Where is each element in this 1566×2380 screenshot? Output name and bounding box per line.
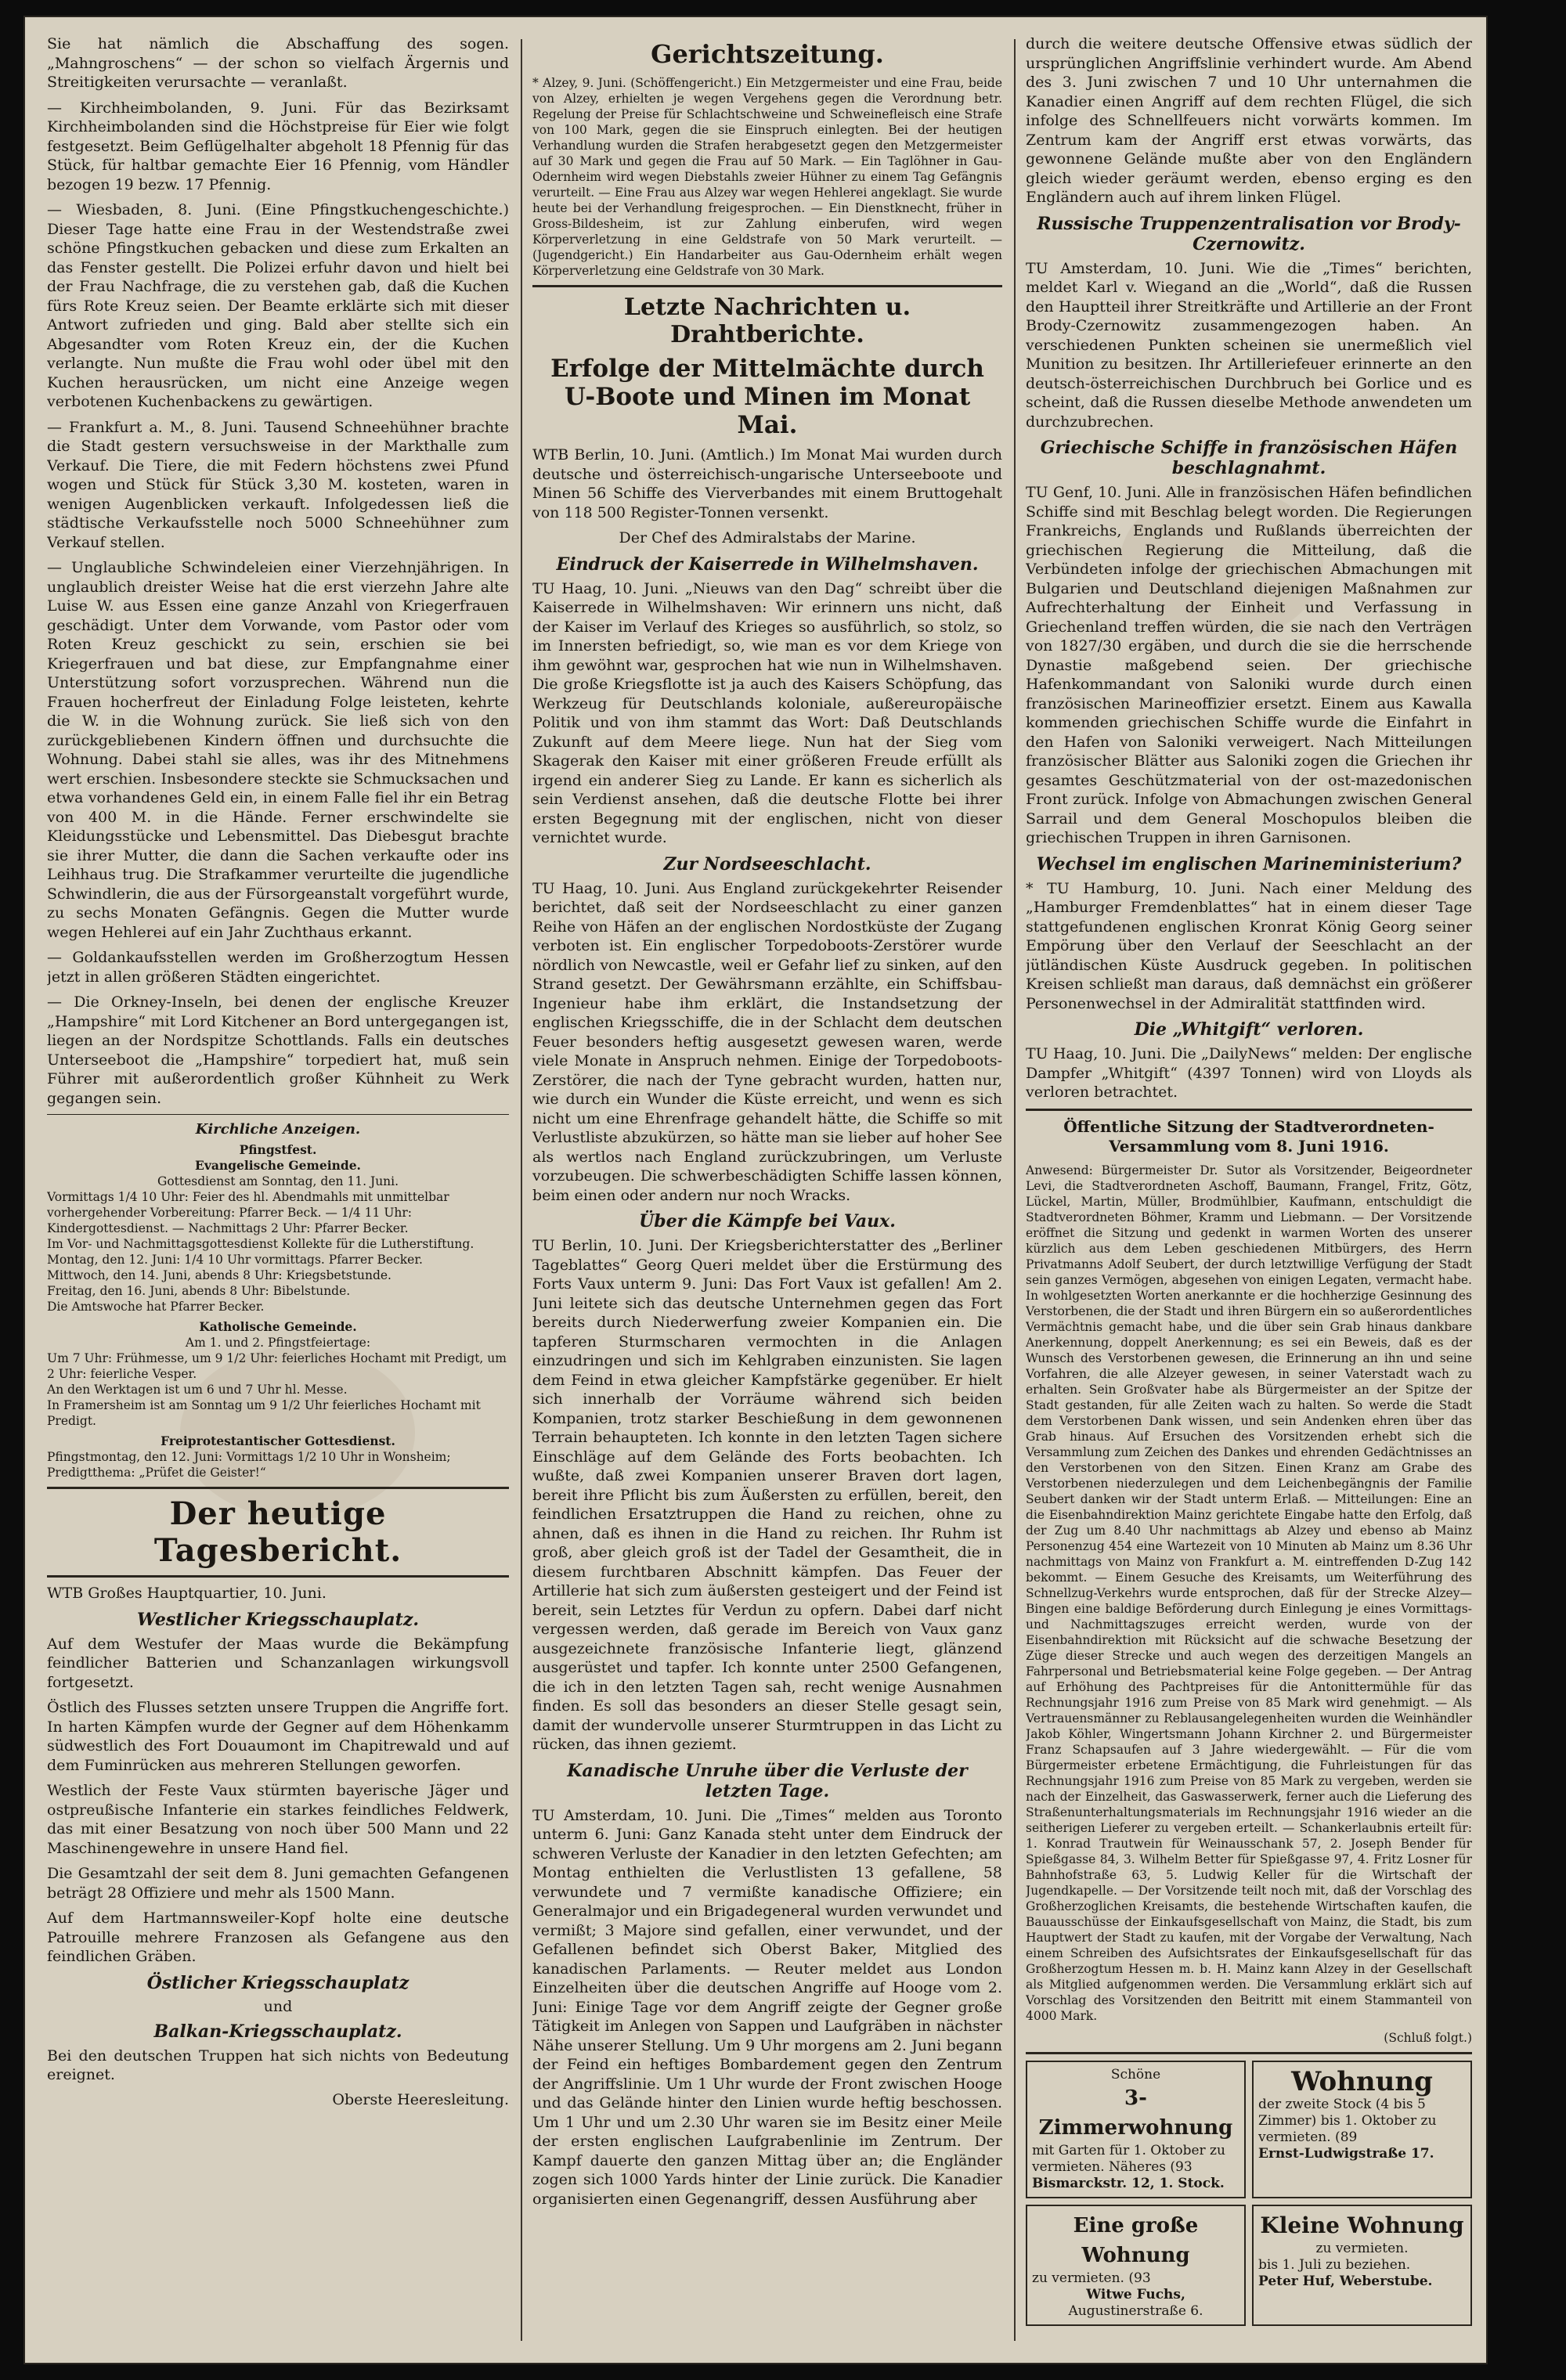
ad-3-zimmerwohnung bbox=[1026, 2061, 1246, 2198]
ad-wohnung bbox=[1252, 2061, 1472, 2198]
west-front-title: Westlicher Kriegsschauplatz. bbox=[137, 1609, 419, 1630]
column-rule bbox=[1014, 39, 1016, 2341]
ad-text: der zweite Stock (4 bis 5 Zimmer) bis 1. Oktober zu vermieten. (89 bbox=[1258, 2096, 1437, 2145]
article-paragraph: TU Haag, 10. Juni. Aus England zurückgekehrter Reisender berichtet, daß seit der Nordseeschlacht zu einer ganzen Reihe von Häfen an der englischen Nordostküste der Zugang verboten ist. Ein englischer Torpedoboots-Zerstörer wurde nördlich von Newcastle, weil er Gefahr lief zu sinken, auf den Strand gesetzt. Der Gewährsmann erzählte, ein Schiffsbau-Ingenieur habe ihm erklärt, die Instandsetzung der englischen Kriegsschiffe, die in der Schlacht dem deutschen Feuer besonders heftig ausgesetzt gewesen waren, werde viele Monate in Anspruch nehmen. Einige der Torpedoboots-Zerstörer, die nach der Tyne gebracht wurden, hatten nur, wie durch ein Wunder die Küste erreicht, und wenn es sich nicht um eine Ehrenfrage gehandelt hätte, die Schiffe so mit Verlustliste abzukürzen, so hätte man sie lieber auf hoher See als wertlos nach England zurückzubringen, um Verluste vorzubeugen. Die schwerbeschädigten Schiffe lassen können, beim einen oder andern nur noch Wracks. bbox=[532, 879, 1002, 1204]
evangelical-title: Evangelische Gemeinde. bbox=[195, 1158, 361, 1173]
signature: Oberste Heeresleitung. bbox=[332, 2090, 509, 2108]
conjunction: und bbox=[263, 1997, 293, 2015]
court-title: Gerichtszeitung. bbox=[651, 39, 884, 69]
article-paragraph: TU Haag, 10. Juni. „Nieuws van den Dag“ schreibt über die Kaiserrede in Wilhelmshaven: Wir erinnern uns nicht, daß der Kaiser im Verlauf des Krieges so ausführlich, so stolz, so im Innersten befriedigt, so, wie man es vor dem Kriege von ihm gewöhnt war, gesprochen hat wie nun in Wilhelmshaven. Die große Kriegsflotte ist ja auch des Kaisers Schöpfung, das Werkzeug für Deutschlands koloniale, außereuropäische Politik und von ihm stammt das Wort: Daß Deutschlands Zukunft auf dem Meere liege. Nun hat der Sieg vom Skagerak den Kaiser mit einer größeren Freude erfüllt als irgend ein anderer Sieg zu Lande. Er kann es sicherlich als sein Verdienst ansehen, daß die deutsche Flotte bei ihrer ersten Begegnung mit der englischen, nicht von dieser vernichtet wurde. bbox=[532, 579, 1002, 846]
ad-headline: Kleine Wohnung bbox=[1260, 2212, 1464, 2238]
report-paragraph: Westlich der Feste Vaux stürmten bayerische Jäger und ostpreußische Infanterie ein starkes feindliches Feldwerk, das mit einer Besatzung von noch über 500 Mann und 22 Maschinengewehre in unsere Hand fiel. bbox=[47, 1782, 509, 1857]
article-paragraph: WTB Berlin, 10. Juni. (Amtlich.) Im Monat Mai wurden durch deutsche und österreichisch-ungarische Unterseeboote und Minen 56 Schiffe des Vierverbandes mit einem Bruttogehalt von 118 500 Register-Tonnen versenkt. bbox=[532, 446, 1002, 521]
notice-line: Im Vor- und Nachmittagsgottesdienst Kollekte für die Lutherstiftung. bbox=[47, 1237, 474, 1251]
report-paragraph: Auf dem Westufer der Maas wurde die Bekämpfung feindlicher Batterien und Schanzanlagen wirkungsvoll fortgesetzt. bbox=[47, 1635, 509, 1691]
headline: Erfolge der Mittelmächte durch U-Boote und Minen im Monat Mai. bbox=[550, 355, 984, 439]
divider bbox=[532, 285, 1002, 287]
divider bbox=[1026, 1109, 1472, 1111]
ad-name: Peter Huf, Weberstube. bbox=[1258, 2273, 1433, 2289]
section-title: Russische Truppenzentralisation vor Brody-Czernowitz. bbox=[1037, 213, 1461, 254]
latest-news-title: Letzte Nachrichten u. Drahtberichte. bbox=[623, 294, 911, 348]
ad-headline: Wohnung bbox=[1291, 2065, 1433, 2097]
article-paragraph: TU Haag, 10. Juni. Die „DailyNews“ melden: Der englische Dampfer „Whitgift“ (4397 Tonnen) wird von Lloyds als verloren betrachtet. bbox=[1026, 1045, 1472, 1101]
council-text: Anwesend: Bürgermeister Dr. Sutor als Vorsitzender, Beigeordneter Levi, die Stadtverordneten Aschoff, Baumann, Frangel, Fritz, Götz, Lückel, Martin, Müller, Brodmühlbier, Kaufmann, entschuldigt die Stadtverordneten Böhmer, Kramm und Liebmann. — Der Vorsitzende eröffnet die Sitzung und gedenkt in warmen Worten des unserer kürzlich aus dem Leben geschiedenen Mitbürgers, des Herrn Privatmanns Adolf Seubert, der durch letztwillige Verfügung der Stadt sein ganzes Vermögen, abgesehen von einigen Legaten, vermacht habe. In wohlgesetzten Worten anerkannte er die hochherzige Gesinnung des Verstorbenen, die der Stadt und ihren Bürgern ein so außerordentliches Vermächtnis gemacht habe, und die über sein Grab hinaus dankbare Anerkennung, doppelt Anerkennung; es sei ein Beweis, daß es der Wunsch des Verstorbenen gewesen, die Erinnerung an ihn und seine Vorfahren, die alle Alzeyer gewesen, in seiner Vaterstadt wach zu erhalten. Sein Großvater habe als Bürgermeister an der Spitze der Stadt gestanden, für alle Zeiten wach zu halten. So werde die Stadt dem Verstorbenen Dank wissen, und sein Andenken ehren über das Grab hinaus. Auf Ersuchen des Vorsitzenden erhebt sich die Versammlung zum Zeichen des Dankes und ehrenden Gedächtnisses an den Verstorbenen von den Sitzen. Einen Kranz am Grabe des Verstorbenen niederzulegen und dem Leichenbegängnis der Familie Seubert danken wir der Stadt unterm Erlaß. — Mitteilungen: Eine an die Eisenbahndirektion Mainz gerichtete Eingabe hatte den Erfolg, daß der Zug um 8.40 Uhr nachmittags ab Alzey und ebenso ab Mainz Personenzug 454 eine Wartezeit von 10 Minuten ab Mainz um 8.36 Uhr nachmittags von Mainz von Frankfurt a. M. eintreffenden D-Zug 142 bekommt. — Einem Gesuche des Kreisamts, um Weiterführung des Schnellzug-Verkehrs wurde entsprochen, daß für der Strecke Alzey—Bingen eine baldige Beförderung durch Einlegung je eines Vormittags- und Nachmittagszuges erreicht werden, wurde von der Eisenbahndirektion mit Rücksicht auf die schwache Besetzung der Züge dieser Strecke und auch wegen des derzeitigen Mangels an Fahrpersonal und Betriebsmaterial keine Folge gegeben. — Der Antrag auf Erhöhung des Pachtpreises für die Antonittermühle für das Rechnungsjahr 1916 zum Preise von 85 Mark wird genehmigt. — Als Vertrauensmänner zu Reblausangelegenheiten wurden die Weinhändler Jakob Köhler, Wingertsmann Johann Kirchner 2. und Bürgermeister Franz Schapsaufen auf 3 Jahre wiedergewählt. — Für die vom Bürgermeister erbetene Ermächtigung, die Fuhrleistungen für das Rechnungsjahr 1916 zum Preise von 85 Mark zu vergeben, werden sie nach der Einzelheit, das Gaswasserwerk, ferner auch die Lieferung des Straßenunterhaltungsmaterials im Rechnungsjahr 1916 wieder an die seitherigen Lieferer zu vergeben erteilt. — Schankerlaubnis erteilt für: 1. Konrad Trautwein für Weinausschank 57, 2. Joseph Bender für Spießgasse 84, 3. Wilhelm Better für Spießgasse 97, 4. Fritz Losner für Bahnhofstraße 63, 5. Ludwig Keller für die Wirtschaft der Jugendkapelle. — Der Vorsitzende teilt noch mit, daß der Vorschlag des Großherzoglichen Kreisamts, die bestehende Wirtschaften kaufen, die Bauausschüsse der Einkaufsgesellschaft von Mainz, die Stadt, bis zum Hauptwert der Stadt zu kaufen, mit der Vorgabe der Verwaltung, Nach einem Schreiben des Aufsichtsrates der Einkaufsgesellschaft für das Großherzogtum Hessen m. b. H. Mainz kann Alzey in der Gesellschaft als Mitglied aufgenommen werden. Die Versammlung erklärt sich auf Vorschlag des Vorsitzenden den Beitritt mit einem Stammanteil von 4000 Mark. bbox=[1026, 1163, 1472, 2023]
section-title: Die „Whitgift“ verloren. bbox=[1134, 1019, 1364, 1040]
ad-text: mit Garten für 1. Oktober zu vermieten. Näheres (93 bbox=[1032, 2142, 1225, 2175]
section-title: Wechsel im englischen Marineministerium? bbox=[1036, 853, 1462, 874]
ad-address: Ernst-Ludwigstraße 17. bbox=[1258, 2145, 1434, 2162]
church-subtitle: Pfingstfest. bbox=[239, 1142, 317, 1157]
article-paragraph: — Unglaubliche Schwindeleien einer Vierzehnjährigen. In unglaublich dreister Weise hat die erst vierzehn Jahre alte Luise W. aus Essen eine ganze Anzahl von Kriegerfrauen geschädigt. Unter dem Vorwande, vom Pastor oder vom Roten Kreuz geschickt zu sein, erschien sie bei Kriegerfrauen und bat diese, zur Empfangnahme einer Unterstützung sofort vorzusprechen. Während nun die Frauen hocherfreut der Einladung Folge leisteten, kehrte die W. in die Wohnung zurück. Sie ließ sich von den zurückgebliebenen Kindern öffnen und durchsuchte die Wohnung. Dabei stahl sie alles, was ihr des Mitnehmens wert erschien. Insbesondere steckte sie Schmucksachen und etwa vorhandenes Geld ein, in einem Falle fiel ihr ein Betrag von 400 M. in die Hände. Ferner erschwindelte sie Kleidungsstücke und Lebensmittel. Das Diebesgut brachte sie ihrer Mutter, die dann die Sachen verkaufte oder ins Leihhaus trug. Die Strafkammer verurteilte die jugendliche Schwindlerin, die aus der Fürsorgeanstalt vorgeführt wurde, zu sechs Monaten Gefängnis. Gegen die Mutter wurde wegen Hehlerei auf ein Jahr Zuchthaus erkannt. bbox=[47, 559, 509, 941]
report-paragraph: Östlich des Flusses setzten unsere Truppen die Angriffe fort. In harten Kämpfen wurde der Gegner auf dem Höhenkamm südwestlich des Fort Douaumont im Chapitrewald und auf dem Fuminrücken aus mehreren Stellungen geworfen. bbox=[47, 1699, 509, 1774]
report-paragraph: Die Gesamtzahl der seit dem 8. Juni gemachten Gefangenen beträgt 28 Offiziere und mehr als 1500 Mann. bbox=[47, 1865, 509, 1902]
notice-line: Vormittags 1/4 10 Uhr: Feier des hl. Abendmahls mit unmittelbar vorhergehender Vorbereitung: Pfarrer Beck. — 1/4 11 Uhr: Kindergottesdienst. — Nachmittags 2 Uhr: Pfarrer Becker. bbox=[47, 1190, 449, 1235]
notice-line: Um 7 Uhr: Frühmesse, um 9 1/2 Uhr: feierliches Hochamt mit Predigt, um 2 Uhr: feierliche Vesper. bbox=[47, 1351, 507, 1381]
report-paragraph: Bei den deutschen Truppen hat sich nichts von Bedeutung ereignet. bbox=[47, 2046, 509, 2083]
divider bbox=[47, 1114, 509, 1115]
article-paragraph: — Frankfurt a. M., 8. Juni. Tausend Schneehühner brachte die Stadt gestern versuchsweise in der Markthalle zum Verkauf. Die Tiere, die mit Federn höchstens zwei Pfund wogen und Stück für Stück 3,30 M. kosteten, waren in wenigen Augenblicken verkauft. Infolgedessen ließ die städtische Verkaufsstelle noch 5000 Schneehühner zum Verkauf stellen. bbox=[47, 418, 509, 551]
notice-line: In Framersheim ist am Sonntag um 9 1/2 Uhr feierliches Hochamt mit Predigt. bbox=[47, 1398, 481, 1428]
column-3 bbox=[1026, 34, 1472, 2326]
article-signature: Der Chef des Admiralstabs der Marine. bbox=[619, 529, 916, 546]
ad-grosse-wohnung bbox=[1026, 2205, 1246, 2326]
article-paragraph: — Die Orkney-Inseln, bei denen der englische Kreuzer „Hampshire“ mit Lord Kitchener an Bord untergegangen ist, liegen an der Nordspitze Schottlands. Falls ein deutsches Unterseeboot die „Hampshire“ torpediert hat, muß sein Führer mit außerordentlich großer Kühnheit zu Werk gegangen sein. bbox=[47, 993, 509, 1107]
classified-ads bbox=[1026, 2061, 1472, 2198]
ad-kicker: Schöne bbox=[1110, 2066, 1161, 2082]
article-paragraph: TU Amsterdam, 10. Juni. Wie die „Times“ berichten, meldet Karl v. Wiegand an die „World“, daß die Russen den Hauptteil ihrer Streitkräfte und Artillerie an der Front Brody-Czernowitz zusammengezogen haben. An verschiedenen Punkten scheinen sie unermeßlich viel Munition zu besitzen. Ihr Artilleriefeuer erinnerte an den deutsch-österreichischen Durchbruch bei Gorlice und es scheint, daß die Russen dieselbe Methode anwendeten um durchzubrechen. bbox=[1026, 259, 1472, 431]
court-text: * Alzey, 9. Juni. (Schöffengericht.) Ein Metzgermeister und eine Frau, beide von Alzey, erhielten je wegen Vergehens gegen die Verordnung betr. Regelung der Preise für Schlachtschweine und Schweinefleisch eine Strafe von 100 Mark, gegen die sie Einspruch einlegten. Bei der heutigen Verhandlung wurden die Strafen herabgesetzt gegen den Metzgermeister auf 30 Mark und gegen die Frau auf 50 Mark. — Ein Taglöhner in Gau-Odernheim wird wegen Diebstahls zweier Hühner zu einem Tag Gefängnis verurteilt. — Eine Frau aus Alzey war wegen Hehlerei angeklagt. Sie wurde heute bei der Verhandlung freigesprochen. — Ein Dienstknecht, früher in Gross-Bildesheim, ist zur Zahlung einberufen, wird wegen Körperverletzung in eine Geldstrafe von 50 Mark verurteilt. — (Jugendgericht.) Ein Handarbeiter aus Gau-Odernheim erhält wegen Körperverletzung eine Geldstrafe von 30 Mark. bbox=[532, 76, 1002, 278]
section-title: Über die Kämpfe bei Vaux. bbox=[639, 1211, 896, 1231]
section-title: Zur Nordseeschlacht. bbox=[663, 853, 871, 874]
dateline: WTB Großes Hauptquartier, 10. Juni. bbox=[47, 1585, 327, 1602]
tagesbericht-title: Der heutige Tagesbericht. bbox=[153, 1495, 402, 1569]
article-paragraph: TU Berlin, 10. Juni. Der Kriegsberichterstatter des „Berliner Tageblattes“ Georg Queri meldet über die Erstürmung des Forts Vaux unterm 9. Juni: Das Fort Vaux ist gefallen! Am 2. Juni leitete sich das deutsche Unternehmen gegen das Fort bereits durch Niederwerfung zweier Kompanien ein. Die tapferen Sturmscharen vermochten in die Anlagen einzudringen und sich im Kehlgraben einzunisten. Sie lagen dem Feind in etwa gleicher Kampfstärke gegenüber. Er hielt sich innerhalb der Vorräume während sich beiden Kompanien, trotz starker Beschießung in dem gewonnenen Terrain behaupteten. Ich konnte in den letzten Tagen sichere Einschläge auf dem Gelände des Forts beobachten. Ich wußte, daß zwei Kompanien unserer Braven dort lagen, bereit ihre Pflicht bis zum Äußersten zu erfüllen, bereit, den feindlichen Ersatztruppen die Hand zu reichen, ohne zu ahnen, daß es ihnen in die Hand zu reichen. Ihr Ruhm ist groß, aber gleich groß ist der Tadel der Gesamtheit, die in diesem furchtbaren Abschnitt kämpfen. Das Feuer der Artillerie hat sich zum äußersten gesteigert und der Feind ist bereit, sein Letztes für Verdun zu opfern. Dabei darf nicht vergessen werden, daß gerade im Bereich von Vaux ganz ausgezeichnete französische Infanterie liegt, glänzend ausgerüstet und tapfer. Ich konnte unter 2500 Gefangenen, die ich in den letzten Tagen sah, recht wenige Ausnahmen finden. Es soll das besonders an dieser Stelle gesagt sein, damit der wundervolle unserer Sturmtruppen in das Licht zu rücken, das ihnen geziemt. bbox=[532, 1237, 1002, 1753]
column-2 bbox=[532, 34, 1002, 2215]
ad-headline: Eine große Wohnung bbox=[1073, 2213, 1199, 2267]
section-title: Eindruck der Kaiserrede in Wilhelmshaven. bbox=[556, 554, 979, 575]
report-paragraph: Auf dem Hartmannsweiler-Kopf holte eine deutsche Patrouille mehrere Franzosen als Gefangene aus den feindlichen Gräben. bbox=[47, 1909, 509, 1965]
ad-address: Bismarckstr. 12, 1. Stock. bbox=[1032, 2175, 1225, 2191]
column-rule bbox=[521, 39, 522, 2341]
church-notices bbox=[47, 1121, 509, 1480]
east-front-title: Östlicher Kriegsschauplatz bbox=[146, 1972, 410, 1993]
ad-kleine-wohnung bbox=[1252, 2205, 1472, 2326]
article-paragraph: Sie hat nämlich die Abschaffung des sogen. „Mahngroschens“ — der schon so vielfach Ärgernis und Streitigkeiten verursachte — veranlaßt. bbox=[47, 35, 509, 91]
divider bbox=[47, 1487, 509, 1489]
section-title: Griechische Schiffe in französischen Häfen beschlagnahmt. bbox=[1040, 438, 1458, 478]
ad-date: bis 1. Juli zu beziehen. bbox=[1258, 2256, 1411, 2273]
council-title: Öffentliche Sitzung der Stadtverordneten-Versammlung vom 8. Juni 1916. bbox=[1063, 1116, 1434, 1156]
section-title: Kanadische Unruhe über die Verluste der letzten Tage. bbox=[567, 1760, 968, 1801]
notice-line: Montag, den 12. Juni: 1/4 10 Uhr vormittags. Pfarrer Becker. bbox=[47, 1253, 423, 1267]
ad-text: zu vermieten. bbox=[1315, 2240, 1409, 2256]
article-paragraph: TU Genf, 10. Juni. Alle in französischen Häfen befindlichen Schiffe sind mit Beschlag belegt worden. Die Regierungen Frankreichs, Englands und Rußlands überreichten der griechischen Regierung die Mitteilung, daß die Verbündeten infolge der griechischen Abmachungen mit Bulgarien und Deutschland diejenigen Maßnahmen zur Aufrechterhaltung der Einheit und Verfassung in Griechenland treffen würden, die sie nach den Verträgen von 1827/30 ergäben, und durch die sie die herrschende Dynastie maßgebend seien. Der griechische Hafenkommandant von Saloniki wurde durch einen französischen Marineoffizier ersetzt. Einem aus Kawalla kommenden griechischen Schiffe wurde die Einfahrt in den Hafen von Saloniki verweigert. Nach Mitteilungen französischer Blätter aus Saloniki zogen die Griechen ihr gesamtes Geschützmaterial von der ost-mazedonischen Front zurück. Infolge von Abmachungen zwischen General Sarrail und dem General Moschopulos bleiben die griechischen Truppen in ihren Garnisonen. bbox=[1026, 484, 1472, 846]
ad-headline: 3-Zimmerwohnung bbox=[1038, 2086, 1233, 2140]
free-protestant-title: Freiprotestantischer Gottesdienst. bbox=[161, 1433, 395, 1448]
classified-ads bbox=[1026, 2205, 1472, 2326]
newspaper-page bbox=[23, 16, 1488, 2364]
balkan-front-title: Balkan-Kriegsschauplatz. bbox=[153, 2021, 402, 2042]
ad-address: Augustinerstraße 6. bbox=[1068, 2302, 1203, 2319]
notice-line: Freitag, den 16. Juni, abends 8 Uhr: Bibelstunde. bbox=[47, 1284, 351, 1298]
notice-line: Am 1. und 2. Pfingstfeiertage: bbox=[185, 1336, 371, 1350]
ad-name: Witwe Fuchs, bbox=[1086, 2286, 1185, 2302]
notice-line: Die Amtswoche hat Pfarrer Becker. bbox=[47, 1300, 265, 1314]
article-paragraph: — Goldankaufsstellen werden im Großherzogtum Hessen jetzt in allen größeren Städten eingerichtet. bbox=[47, 949, 509, 986]
notice-line: An den Werktagen ist um 6 und 7 Uhr hl. Messe. bbox=[47, 1383, 348, 1397]
divider bbox=[47, 1575, 509, 1578]
article-paragraph: * TU Hamburg, 10. Juni. Nach einer Meldung des „Hamburger Fremdenblattes“ hat in einem dieser Tage stattgefundenen englischen Kronrat König Georg seiner Empörung über den Verlauf der Seeschlacht an der jütländischen Küste Ausdruck gegeben. In politischen Kreisen schließt man daraus, daß demnächst ein größerer Personenwechsel in der Admiralität stattfinden wird. bbox=[1026, 879, 1472, 1012]
article-paragraph: — Wiesbaden, 8. Juni. (Eine Pfingstkuchengeschichte.) Dieser Tage hatte eine Frau in der Westendstraße zwei schöne Pfingstkuchen gebacken und diese zum Erkalten an das Fenster gestellt. Die Polizei erfuhr davon und hielt bei der Frau Nachfrage, die zu verstehen gab, daß die Kuchen fürs Rote Kreuz seien. Der Beamte erklärte sich mit dieser Antwort zufrieden und ging. Bald aber stellte sich ein Abgesandter vom Roten Kreuz ein, der die Kuchen verlangte. Nun mußte die Frau wohl oder übel mit den Kuchen herausrücken, um nicht eine Anzeige wegen verbotenen Kuchenbackens zu gewärtigen. bbox=[47, 201, 509, 410]
church-title: Kirchliche Anzeigen. bbox=[195, 1121, 361, 1138]
ad-text: zu vermieten. (93 bbox=[1032, 2270, 1151, 2286]
column-1 bbox=[47, 34, 509, 2108]
article-paragraph: TU Amsterdam, 10. Juni. Die „Times“ melden aus Toronto unterm 6. Juni: Ganz Kanada steht unter dem Eindruck der schweren Verluste der Kanadier in den letzten Gefechten; am Montag enthielten die Verlustlisten 13 gefallene, 58 verwundete und 7 vermißte kanadische Offiziere; ein Generalmajor und ein Brigadegeneral wurden verwundet und vermißt; 3 Majore sind gefallen, einer verwundet, und der Gefallenen befindet sich Oberst Baker, Mitglied des kanadischen Parlaments. — Reuter meldet aus London Einzelheiten über die deutschen Angriffe auf Hooge vom 2. Juni: Einige Tage vor dem Angriff zeigte der Gegner große Tätigkeit im Anlegen von Sappen und Laufgräben in nächster Nähe unserer Stellung. Um 9 Uhr morgens am 2. Juni begann der Feind ein heftiges Bombardement gegen den Zentrum der Angriffslinie. Um 1 Uhr wurde der Front zwischen Hooge und das Gelände hinter den Linien wurde heftig beschossen. Um 1 Uhr und um 2.30 Uhr waren sie im Besitz einer Meile der ersten englischen Laufgrabenlinie im Zentrum. Der Kampf dauerte den ganzen Mittag über an; die Engländer zogen sich 1000 Yards hinter der Linie zurück. Die Kanadier organisierten einen Gegenangriff, dessen Ausführung aber bbox=[532, 1806, 1002, 2208]
notice-line: Gottesdienst am Sonntag, den 11. Juni. bbox=[157, 1174, 399, 1188]
continued-note: (Schluß folgt.) bbox=[1384, 2030, 1472, 2045]
article-paragraph: — Kirchheimbolanden, 9. Juni. Für das Bezirksamt Kirchheimbolanden sind die Höchstpreise für Eier wie folgt festgesetzt. Beim Geflügelhalter abgeholt 18 Pfennig für das Stück, für haltbar gemachte Eier 16 Pfennig, vom Händler bezogen 19 bezw. 17 Pfennig. bbox=[47, 99, 509, 193]
notice-line: Mittwoch, den 14. Juni, abends 8 Uhr: Kriegsbetstunde. bbox=[47, 1268, 392, 1282]
divider bbox=[1026, 2052, 1472, 2054]
notice-line: Pfingstmontag, den 12. Juni: Vormittags 1/2 10 Uhr in Wonsheim; Predigtthema: „Prüfet die Geister!“ bbox=[47, 1450, 451, 1480]
catholic-title: Katholische Gemeinde. bbox=[199, 1319, 357, 1334]
article-paragraph: durch die weitere deutsche Offensive etwas südlich der ursprünglichen Angriffslinie verhindert wurde. Am Abend des 3. Juni zwischen 7 und 10 Uhr unternahmen die Kanadier einen Angriff auf dem rechten Flügel, die sich infolge des Schnellfeuers nicht vorwärts kommen. Im Zentrum kam der Angriff erst etwas vorwärts, das gewonnene Gelände mußte aber von den Engländern gleich wieder geräumt werden, ebenso erging es den Engländern auch auf ihrem linken Flügel. bbox=[1026, 35, 1472, 206]
